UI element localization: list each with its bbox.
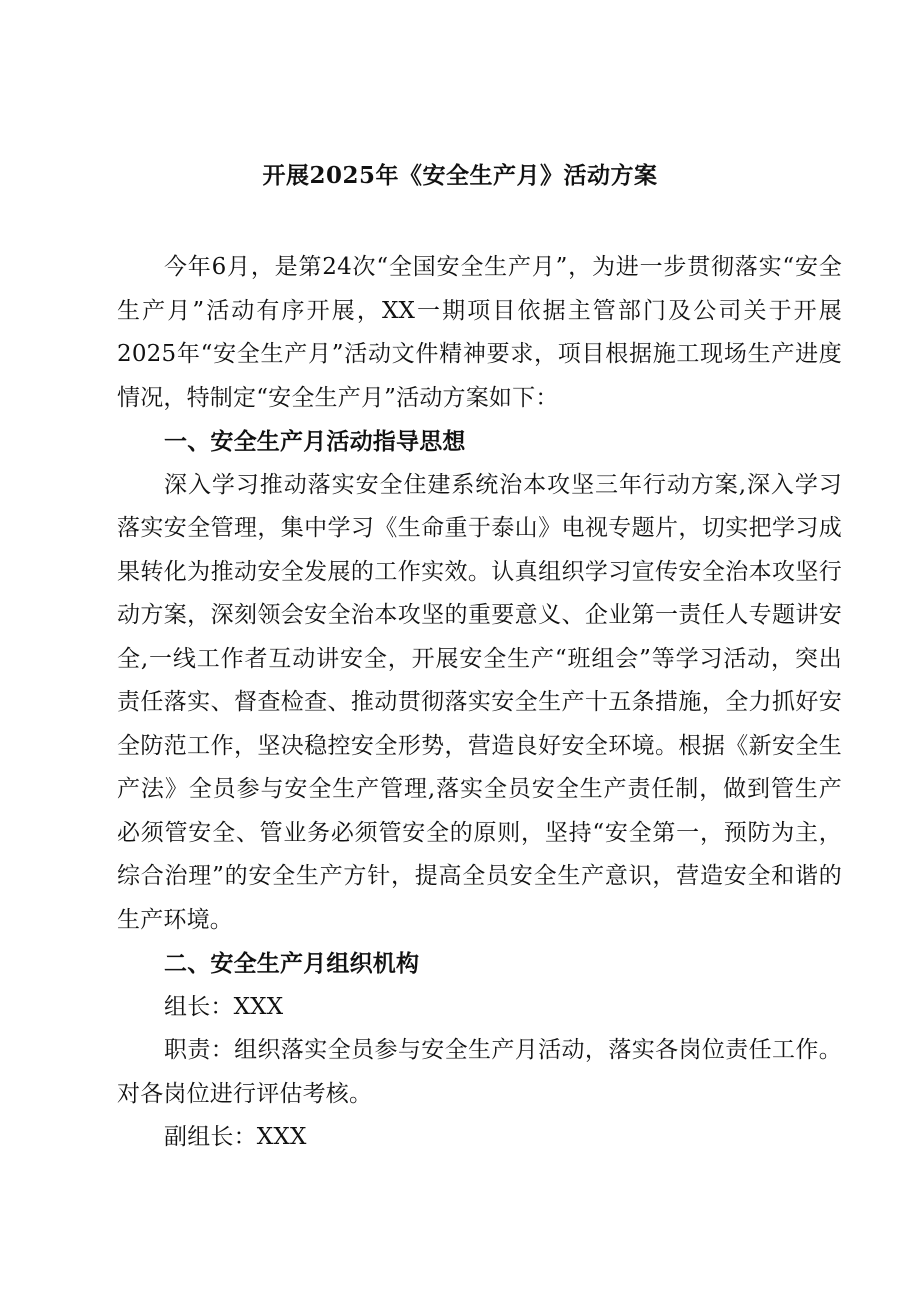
section-2-heading: 二、安全生产月组织机构: [164, 950, 420, 977]
intro-paragraph: 今年6月，是第24次“全国安全生产月”，为进一步贯彻落实“安全生产月”活动有序开展，XX一期项目依据主管部门及公司关于开展2025年“安全生产月”活动文件精神要求，项目根据施工现场生产进度情况，特制定“安全生产月”活动方案如下：: [117, 254, 842, 411]
leader-line: 组长：XXX: [164, 993, 284, 1020]
section-1-heading: 一、安全生产月活动指导思想: [164, 428, 466, 455]
document-title: 开展2025年《安全生产月》活动方案: [262, 162, 658, 189]
duty-paragraph: 职责：组织落实全员参与安全生产月活动，落实各岗位责任工作。对各岗位进行评估考核。: [117, 1037, 842, 1107]
deputy-leader-line: 副组长：XXX: [164, 1124, 307, 1150]
section-1-paragraph: 深入学习推动落实安全住建系统治本攻坚三年行动方案,深入学习落实安全管理，集中学习《生命重于泰山》电视专题片，切实把学习成果转化为推动安全发展的工作实效。认真组织学习宣传安全治本攻坚行动方案，深刻领会安全治本攻坚的重要意义、企业第一责任人专题讲安全,一线工作者互动讲安全，开展安全生产“班组会”等学习活动，突出责任落实、督查检查、推动贯彻落实安全生产十五条措施，全力抓好安全防范工作，坚决稳控安全形势，营造良好安全环境。根据《新安全生产法》全员参与安全生产管理,落实全员安全生产责任制，做到管生产必须管安全、管业务必须管安全的原则，坚持“安全第一，预防为主，综合治理”的安全生产方针，提高全员安全生产意识，营造安全和谐的生产环境。: [117, 471, 842, 933]
document-body: [117, 246, 842, 1160]
